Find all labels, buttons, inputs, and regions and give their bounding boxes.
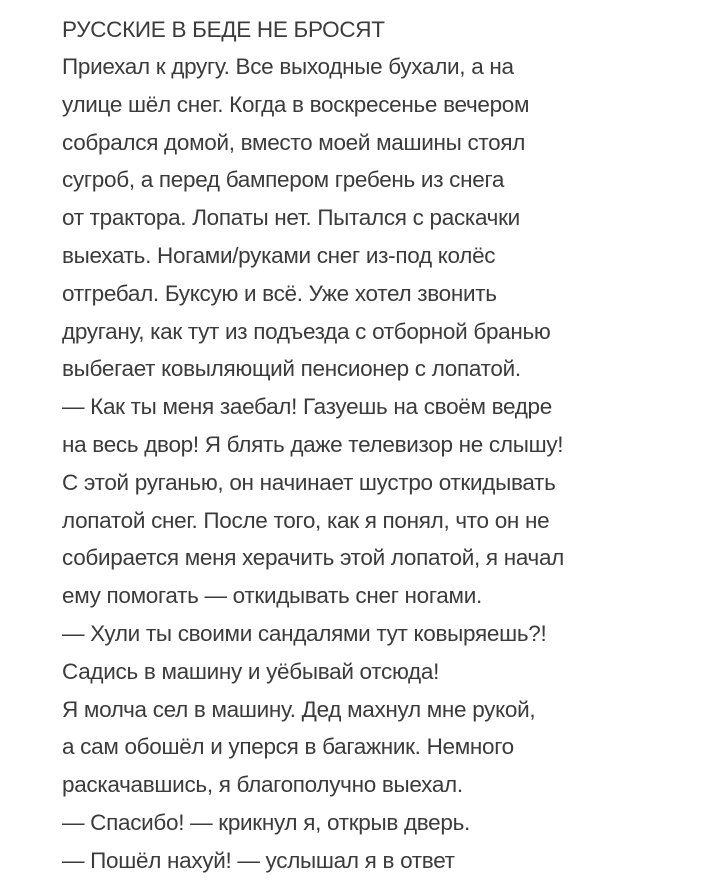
- text-line: — Спасибо! — крикнул я, открыв дверь.: [62, 809, 470, 835]
- text-line: Приехал к другу. Все выходные бухали, а на: [62, 54, 514, 79]
- text-line: Садись в машину и уёбывай отсюда!: [62, 658, 440, 684]
- text-line: улице шёл снег. Когда в воскресенье вечером: [62, 91, 530, 117]
- post-text: [62, 48, 692, 880]
- text-line: лопатой снег. После того, как я понял, что он не: [62, 507, 550, 533]
- text-line: на весь двор! Я блять даже телевизор не слышу!: [62, 431, 564, 457]
- text-line: ему помогать — откидывать снег ногами.: [62, 583, 482, 609]
- text-line: Я молча сел в машину. Дед махнул мне рукой,: [62, 696, 536, 722]
- text-line: а сам обошёл и уперся в багажник. Немного: [62, 734, 514, 760]
- text-line: другану, как тут из подъезда с отборной бранью: [62, 318, 551, 344]
- post-title: РУССКИЕ В БЕДЕ НЕ БРОСЯТ: [62, 17, 385, 42]
- text-line: собирается меня херачить этой лопатой, я начал: [62, 545, 565, 571]
- post-body: [62, 12, 692, 880]
- text-line: выехать. Ногами/руками снег из-под колёс: [62, 242, 496, 268]
- text-line: сугроб, а перед бампером гребень из снега: [62, 167, 505, 193]
- text-line: раскачавшись, я благополучно выехал.: [62, 772, 463, 798]
- text-line: выбегает ковыляющий пенсионер с лопатой.: [62, 356, 521, 382]
- text-line: — Как ты меня заебал! Газуешь на своём ведре: [62, 394, 552, 420]
- text-line: С этой руганью, он начинает шустро откидывать: [62, 469, 556, 495]
- text-line: — Пошёл нахуй! — услышал я в ответ: [62, 847, 455, 873]
- text-line: отгребал. Буксую и всё. Уже хотел звонить: [62, 280, 497, 306]
- text-line: собрался домой, вместо моей машины стоял: [62, 129, 526, 155]
- text-line: — Хули ты своими сандалями тут ковыряешь?!: [62, 620, 547, 646]
- text-line: от трактора. Лопаты нет. Пытался с раскачки: [62, 205, 520, 231]
